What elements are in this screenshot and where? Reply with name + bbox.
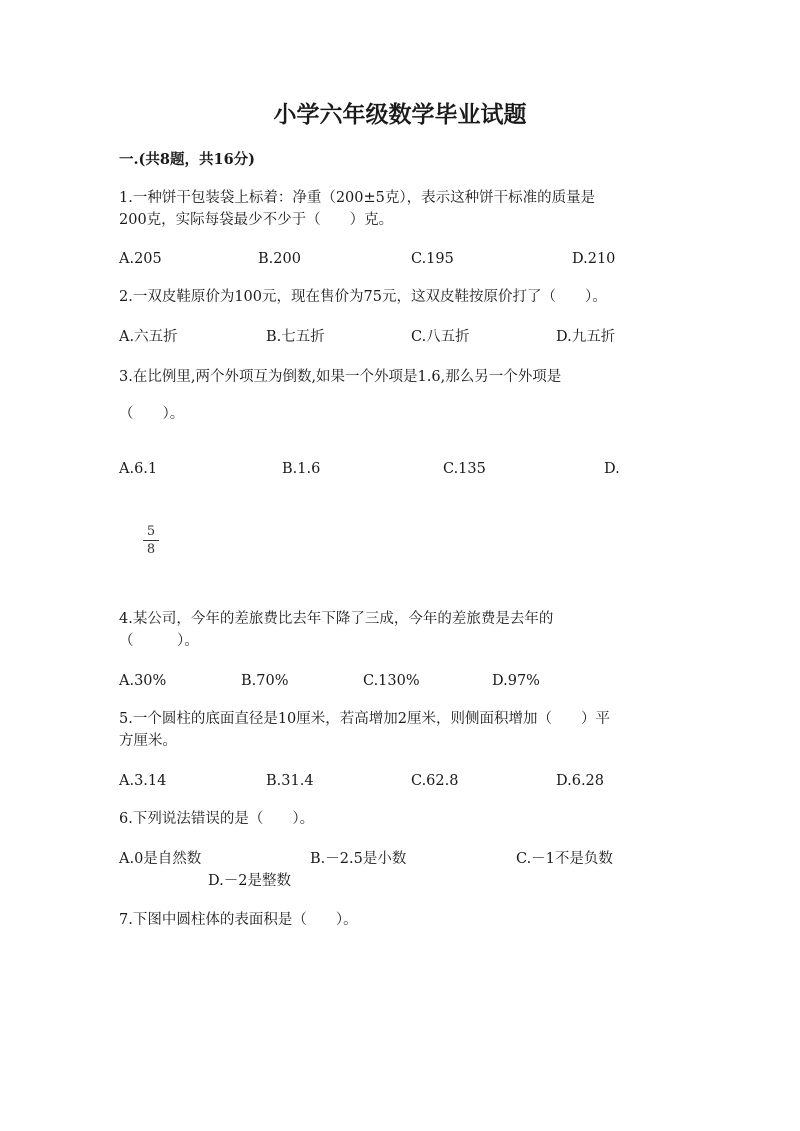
question-4-option-d: D.97% <box>492 673 540 689</box>
fraction-five-eighths <box>143 524 159 557</box>
question-6-option-d: D.－2是整数 <box>208 873 291 889</box>
fraction-numerator: 5 <box>146 524 156 539</box>
section-header: 一.(共8题，共16分) <box>119 151 256 168</box>
question-2-option-d: D.九五折 <box>556 329 616 345</box>
question-6-line-1: 6.下列说法错误的是（ ）。 <box>119 811 315 827</box>
question-6-option-c: C.－1不是负数 <box>516 851 613 867</box>
question-5-option-a: A.3.14 <box>119 773 167 789</box>
question-1-line-2: 200克，实际每袋最少不少于（ ）克。 <box>119 212 394 228</box>
question-3-option-d: D. <box>604 461 620 477</box>
question-3-option-c: C.135 <box>443 461 486 477</box>
question-1-option-b: B.200 <box>258 251 301 267</box>
page-title: 小学六年级数学毕业试题 <box>273 101 527 128</box>
question-3-option-a: A.6.1 <box>119 461 158 477</box>
question-6-option-b: B.－2.5是小数 <box>310 851 407 867</box>
fraction-denominator: 8 <box>146 542 156 557</box>
question-4-option-a: A.30% <box>119 673 167 689</box>
question-3-line-2: （ ）。 <box>119 406 185 422</box>
question-3-line-1: 3.在比例里,两个外项互为倒数,如果一个外项是1.6,那么另一个外项是 <box>119 369 562 385</box>
question-2-option-b: B.七五折 <box>266 329 325 345</box>
question-4-line-1: 4.某公司，今年的差旅费比去年下降了三成，今年的差旅费是去年的 <box>119 611 554 627</box>
question-3-option-b: B.1.6 <box>282 461 321 477</box>
question-2-line-1: 2.一双皮鞋原价为100元，现在售价为75元，这双皮鞋按原价打了（ ）。 <box>119 289 607 305</box>
question-2-option-a: A.六五折 <box>119 329 178 345</box>
question-4-option-c: C.130% <box>363 673 420 689</box>
question-4-line-2: （ ）。 <box>119 633 199 649</box>
question-1-line-1: 1.一种饼干包装袋上标着：净重（200±5克），表示这种饼干标准的质量是 <box>119 190 596 206</box>
question-1-option-c: C.195 <box>411 251 454 267</box>
question-4-option-b: B.70% <box>241 673 289 689</box>
question-1-option-d: D.210 <box>572 251 616 267</box>
question-2-option-c: C.八五折 <box>411 329 470 345</box>
question-6-option-a: A.0是自然数 <box>119 851 202 867</box>
question-5-option-d: D.6.28 <box>556 773 605 789</box>
question-5-line-1: 5.一个圆柱的底面直径是10厘米，若高增加2厘米，则侧面积增加（ ）平 <box>119 711 611 727</box>
question-5-line-2: 方厘米。 <box>119 733 177 749</box>
question-1-option-a: A.205 <box>119 251 162 267</box>
question-7-line-1: 7.下图中圆柱体的表面积是（ ）。 <box>119 912 358 928</box>
fraction-bar <box>143 540 159 541</box>
question-5-option-b: B.31.4 <box>266 773 314 789</box>
question-5-option-c: C.62.8 <box>411 773 459 789</box>
